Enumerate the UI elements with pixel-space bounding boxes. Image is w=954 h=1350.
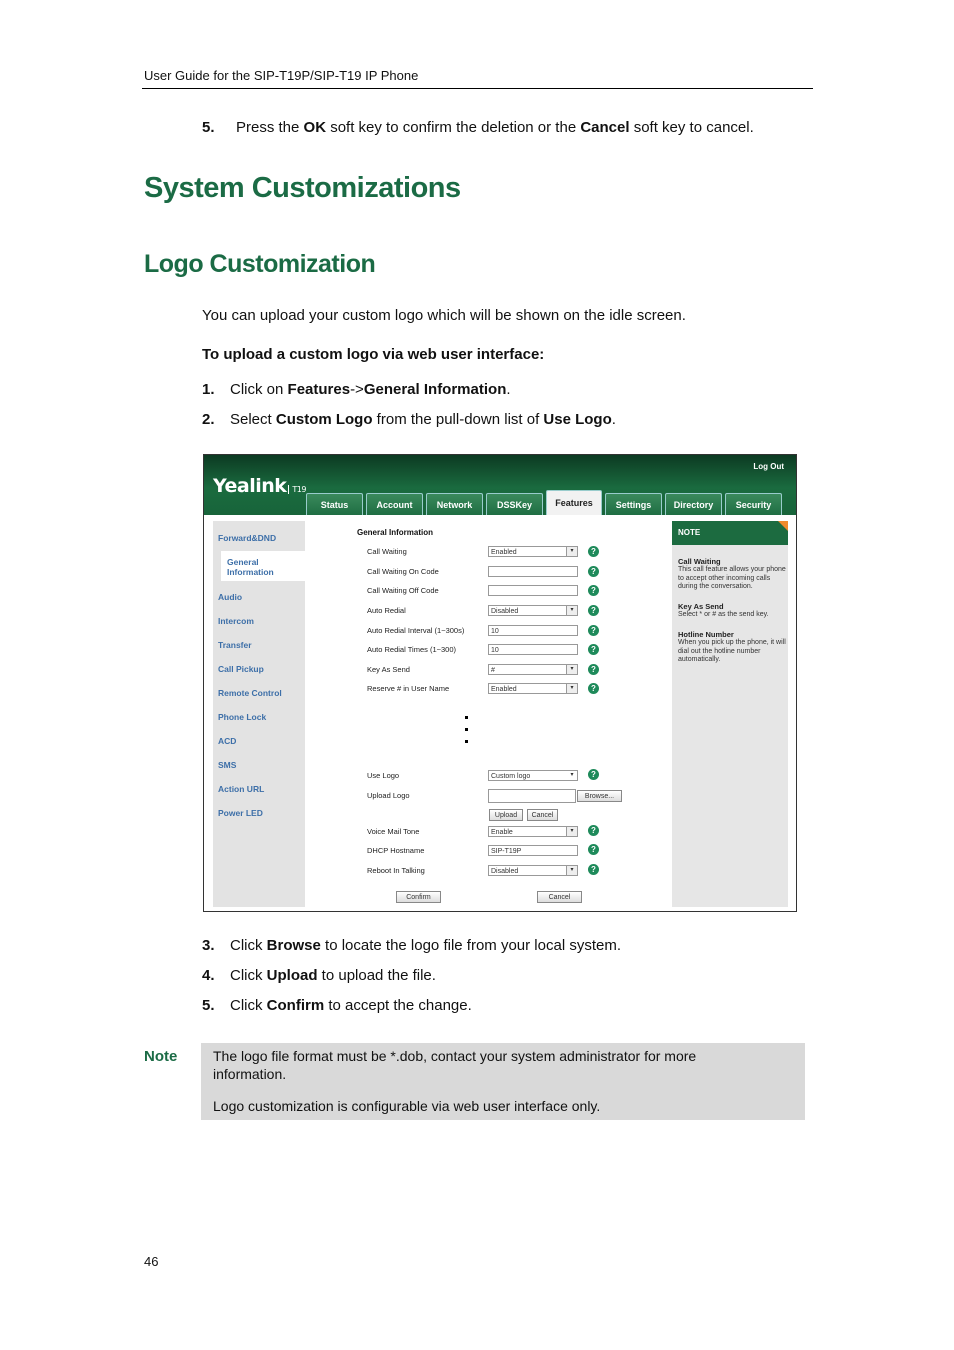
- chevron-down-icon: ▾: [566, 827, 577, 836]
- step-text: to accept the change.: [324, 997, 472, 1014]
- note-line: Logo customization is configurable via web user interface only.: [213, 1098, 601, 1114]
- nav-sms[interactable]: SMS: [218, 760, 237, 770]
- note-corner-icon: [778, 521, 788, 531]
- intro-paragraph: You can upload your custom logo which will be shown on the idle screen.: [202, 307, 686, 324]
- cancel-key-label: Cancel: [580, 119, 630, 136]
- step-text: ->: [350, 381, 364, 398]
- field-label: Auto Redial: [367, 606, 406, 615]
- call-waiting-select[interactable]: [488, 546, 578, 557]
- help-icon[interactable]: ?: [588, 664, 599, 675]
- field-label: Key As Send: [367, 665, 410, 674]
- call-waiting-on-code-input[interactable]: [488, 566, 578, 577]
- field-label: Use Logo: [367, 771, 400, 780]
- brand-name: Yealink: [213, 475, 287, 497]
- auto-redial-times-input[interactable]: 10: [488, 644, 578, 655]
- tab-directory[interactable]: Directory: [665, 493, 722, 515]
- select-value: Enabled: [491, 549, 517, 556]
- select-value: Enable: [491, 829, 513, 836]
- note-text: Select * or # as the send key.: [678, 611, 769, 618]
- chevron-down-icon: ▾: [566, 606, 577, 615]
- use-logo-label: Use Logo: [543, 411, 612, 428]
- auto-redial-select[interactable]: [488, 605, 578, 616]
- help-icon[interactable]: ?: [588, 566, 599, 577]
- step-text: Click: [230, 997, 267, 1014]
- tab-status[interactable]: Status: [306, 493, 363, 515]
- upload-logo-file-input[interactable]: [488, 789, 576, 803]
- browse-button[interactable]: Browse...: [577, 790, 622, 802]
- field-label: Call Waiting Off Code: [367, 586, 439, 595]
- page-number: 46: [144, 1254, 159, 1269]
- select-value: Disabled: [491, 608, 519, 615]
- nav-forward-dnd[interactable]: Forward&DND: [218, 533, 277, 543]
- step-number: 1.: [202, 381, 215, 398]
- help-icon[interactable]: ?: [588, 625, 599, 636]
- field-label: Upload Logo: [367, 791, 410, 800]
- help-icon[interactable]: ?: [588, 546, 599, 557]
- use-logo-select[interactable]: [488, 770, 578, 781]
- chevron-down-icon: ▾: [566, 665, 577, 674]
- step-text: Click: [230, 967, 267, 984]
- chevron-down-icon: ▾: [567, 771, 577, 780]
- web-ui-screenshot: [203, 454, 797, 912]
- step-number: 5.: [202, 119, 215, 136]
- step-text: .: [506, 381, 511, 398]
- note-text: This call feature allows your phone to accept other incoming calls during the conversation.: [678, 566, 786, 590]
- upload-button[interactable]: Upload: [489, 809, 523, 821]
- key-as-send-select[interactable]: [488, 664, 578, 675]
- note-label: Note: [144, 1048, 178, 1065]
- step-number: 4.: [202, 967, 215, 984]
- help-icon[interactable]: ?: [588, 844, 599, 855]
- field-label: Voice Mail Tone: [367, 827, 420, 836]
- nav-phone-lock[interactable]: Phone Lock: [218, 712, 267, 722]
- step-text: soft key to cancel.: [629, 119, 754, 136]
- chevron-down-icon: ▾: [566, 684, 577, 693]
- ellipsis-dot: [465, 716, 468, 719]
- nav-audio[interactable]: Audio: [218, 592, 243, 602]
- help-icon[interactable]: ?: [588, 605, 599, 616]
- nav-acd[interactable]: ACD: [218, 736, 237, 746]
- ok-key-label: OK: [303, 119, 327, 136]
- step-text: to upload the file.: [317, 967, 436, 984]
- reboot-in-talking-select[interactable]: [488, 865, 578, 876]
- nav-power-led[interactable]: Power LED: [218, 808, 263, 818]
- tab-network[interactable]: Network: [426, 493, 483, 515]
- call-waiting-off-code-input[interactable]: [488, 585, 578, 596]
- help-icon[interactable]: ?: [588, 825, 599, 836]
- voice-mail-tone-select[interactable]: [488, 826, 578, 837]
- field-label: Auto Redial Times (1~300): [367, 645, 457, 654]
- field-label: Reserve # in User Name: [367, 684, 450, 693]
- menu-path-general-information: General Information: [363, 381, 507, 398]
- yealink-logo: [213, 475, 306, 497]
- note-line: information.: [213, 1066, 287, 1082]
- select-value: Custom logo: [491, 773, 531, 780]
- step-number: 3.: [202, 937, 215, 954]
- step-text: soft key to confirm the deletion or the: [326, 119, 581, 136]
- custom-logo-label: Custom Logo: [275, 411, 373, 428]
- upload-label: Upload: [266, 967, 318, 984]
- field-label: Auto Redial Interval (1~300s): [367, 626, 465, 635]
- auto-redial-interval-input[interactable]: 10: [488, 625, 578, 636]
- menu-path-features: Features: [287, 381, 351, 398]
- note-line: The logo file format must be *.dob, contact your system administrator for more: [213, 1048, 697, 1064]
- confirm-button[interactable]: Confirm: [396, 891, 441, 903]
- note-panel-header: NOTE: [672, 521, 788, 545]
- step-text: from the pull-down list of: [372, 411, 544, 428]
- step-text: .: [611, 411, 616, 428]
- ellipsis-dot: [465, 728, 468, 731]
- select-value: Disabled: [491, 868, 519, 875]
- step-number: 5.: [202, 997, 215, 1014]
- help-icon[interactable]: ?: [588, 644, 599, 655]
- step-text: Press the: [236, 119, 304, 136]
- section-title: System Customizations: [144, 172, 461, 204]
- note-title: Call Waiting: [678, 557, 721, 566]
- nav-action-url[interactable]: Action URL: [218, 784, 265, 794]
- note-text: When you pick up the phone, it will dial out the hotline number automatically.: [678, 639, 786, 663]
- nav-call-pickup[interactable]: Call Pickup: [218, 664, 264, 674]
- nav-intercom[interactable]: Intercom: [218, 616, 254, 626]
- nav-general-information[interactable]: General Information: [227, 557, 274, 577]
- field-label: DHCP Hostname: [367, 846, 425, 855]
- tab-dsskey[interactable]: DSSKey: [486, 493, 543, 515]
- running-header: User Guide for the SIP-T19P/SIP-T19 IP Phone: [144, 68, 419, 83]
- reserve-hash-select[interactable]: [488, 683, 578, 694]
- model-name: T19: [288, 485, 306, 494]
- subsection-title: Logo Customization: [144, 250, 376, 278]
- select-value: Enabled: [491, 686, 517, 693]
- ellipsis-dot: [465, 740, 468, 743]
- help-icon[interactable]: ?: [588, 585, 599, 596]
- select-value: #: [491, 667, 495, 674]
- header-rule: [142, 88, 813, 89]
- help-icon[interactable]: ?: [588, 864, 599, 875]
- field-label: Call Waiting: [367, 547, 407, 556]
- tab-account[interactable]: Account: [366, 493, 423, 515]
- upload-cancel-button[interactable]: Cancel: [527, 809, 558, 821]
- note-title: Hotline Number: [678, 630, 734, 639]
- step-text: Select: [230, 411, 276, 428]
- confirm-label: Confirm: [266, 997, 325, 1014]
- form-section-title: General Information: [357, 528, 434, 537]
- help-icon[interactable]: ?: [588, 769, 599, 780]
- nav-remote-control[interactable]: Remote Control: [218, 688, 282, 698]
- chevron-down-icon: ▾: [566, 866, 577, 875]
- tab-security[interactable]: Security: [725, 493, 782, 515]
- dhcp-hostname-input[interactable]: SIP-T19P: [488, 845, 578, 856]
- logout-link[interactable]: Log Out: [753, 462, 784, 471]
- step-text: Click on: [230, 381, 288, 398]
- field-label: Call Waiting On Code: [367, 567, 439, 576]
- browse-label: Browse: [266, 937, 321, 954]
- cancel-button[interactable]: Cancel: [537, 891, 582, 903]
- chevron-down-icon: ▾: [566, 547, 577, 556]
- help-icon[interactable]: ?: [588, 683, 599, 694]
- step-number: 2.: [202, 411, 215, 428]
- tab-features[interactable]: Features: [546, 490, 602, 515]
- tab-settings[interactable]: Settings: [605, 493, 662, 515]
- nav-transfer[interactable]: Transfer: [218, 640, 252, 650]
- field-label: Reboot In Talking: [367, 866, 425, 875]
- step-text: to locate the logo file from your local system.: [320, 937, 621, 954]
- step-text: Click: [230, 937, 267, 954]
- note-title: Key As Send: [678, 602, 724, 611]
- procedure-title: To upload a custom logo via web user interface:: [202, 346, 545, 363]
